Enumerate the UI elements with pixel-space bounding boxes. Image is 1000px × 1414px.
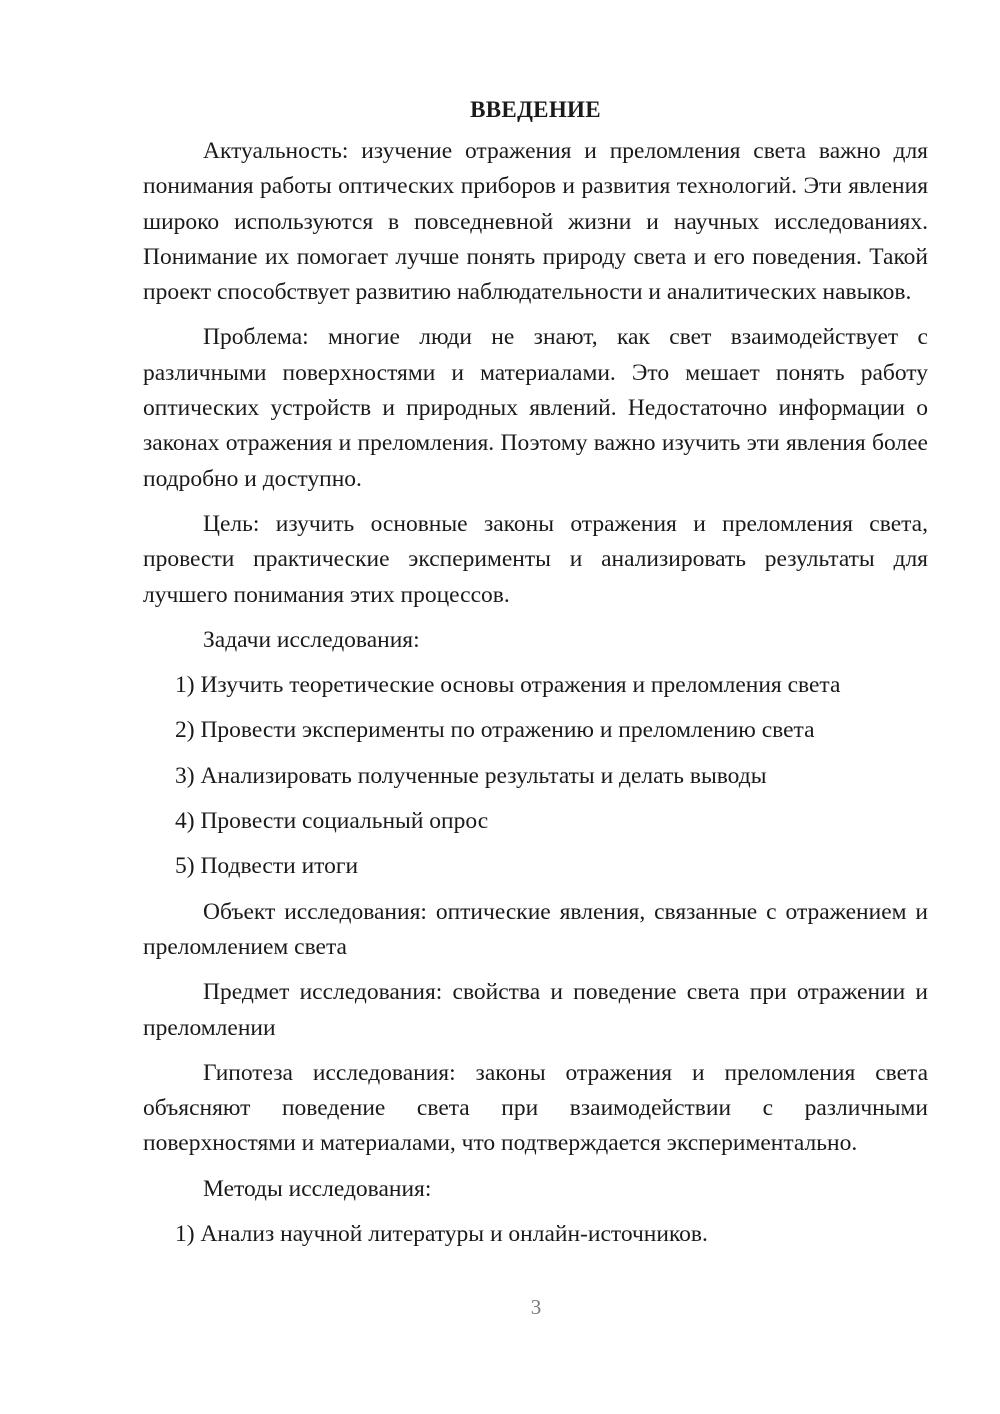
document-page: [143, 92, 928, 1262]
paragraph-relevance: Актуальность: изучение отражения и преломления света важно для понимания работы оптических приборов и развития технологий. Эти явления широко используются в повседневной жизни и научных исследованиях. Понимание их помогает лучше понять природу света и его поведения. Такой проект способствует развитию наблюдательности и аналитических навыков.: [143, 138, 928, 306]
methods-list: [143, 1217, 928, 1252]
paragraph-subject: Предмет исследования: свойства и поведение света при отражении и преломлении: [143, 979, 928, 1041]
paragraph-goal: Цель: изучить основные законы отражения и преломления света, провести практические эксперименты и анализировать результаты для лучшего понимания этих процессов.: [143, 510, 928, 608]
list-item: 1) Изучить теоретические основы отражения и преломления света: [175, 672, 841, 699]
list-item: 4) Провести социальный опрос: [175, 808, 489, 835]
list-item: 1) Анализ научной литературы и онлайн-источников.: [175, 1221, 708, 1248]
list-item: 2) Провести эксперименты по отражению и преломлению света: [175, 717, 815, 744]
list-item: 3) Анализировать полученные результаты и делать выводы: [175, 762, 767, 789]
tasks-heading: Задачи исследования:: [203, 626, 420, 653]
list-item: 5) Подвести итоги: [175, 853, 359, 880]
page-number: 3: [530, 1295, 542, 1319]
methods-heading: Методы исследования:: [203, 1175, 432, 1202]
paragraph-problem: Проблема: многие люди не знают, как свет взаимодействует с различными поверхностями и материалами. Это мешает понять работу оптических устройств и природных явлений. Недостаточно информации о законах отражения и преломления. Поэтому важно изучить эти явления более подробно и доступно.: [143, 324, 928, 492]
paragraph-hypothesis: Гипотеза исследования: законы отражения и преломления света объясняют поведение света при взаимодействии с различными поверхностями и материалами, что подтверждается экспериментально.: [143, 1059, 928, 1157]
tasks-list: [143, 668, 928, 884]
paragraph-object: Объект исследования: оптические явления, связанные с отражением и преломлением света: [143, 898, 928, 960]
page-title: ВВЕДЕНИЕ: [470, 97, 601, 122]
